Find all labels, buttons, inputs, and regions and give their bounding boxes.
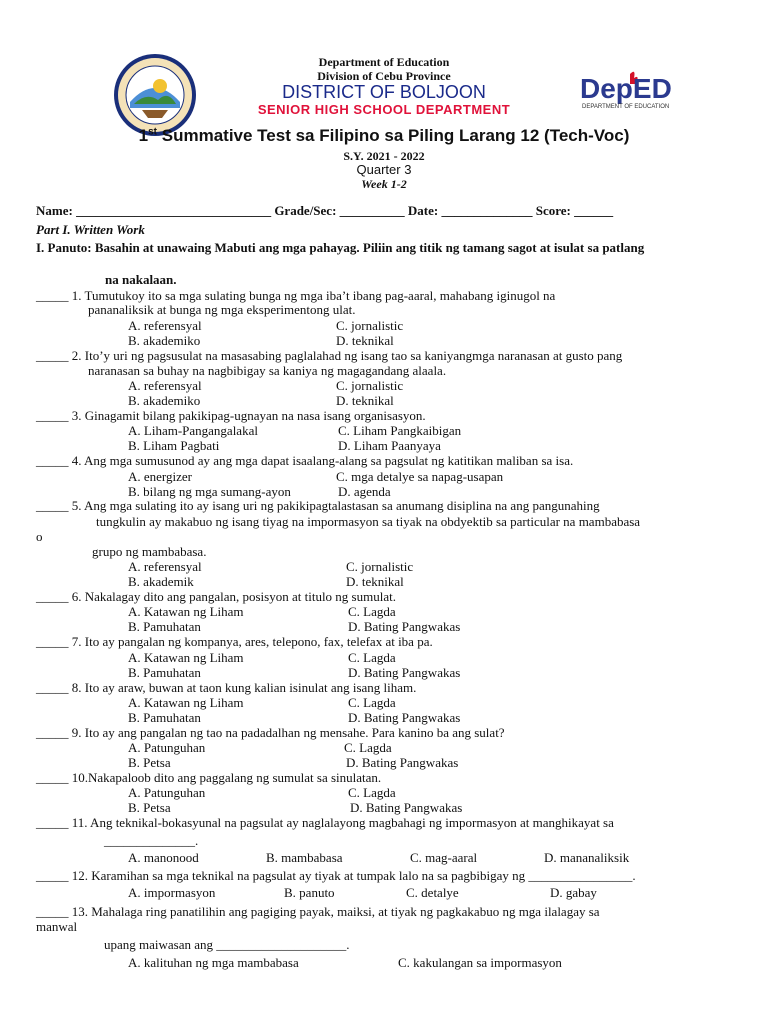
option-10d: D. Bating Pangwakas [350,800,463,815]
question-11-blank: ______________. [104,833,199,848]
week: Week 1-2 [361,177,407,191]
question-8: _____ 8. Ito ay araw, buwan at taon kung kalian isinulat ang isang liham. [36,680,417,695]
question-5: _____ 5. Ang mga sulating ito ay isang uri ng pakikipagtalastasan sa anumang disiplina na ang pangunahing [36,498,600,513]
option-6d: D. Bating Pangwakas [348,619,461,634]
question-13-blank: upang maiwasan ang ____________________. [104,937,350,952]
question-11: _____ 11. Ang teknikal-bokasyunal na pagsulat ay naglalayong magbahagi ng impormasyon at manghikayat sa [36,815,614,830]
question-3: _____ 3. Ginagamit bilang pakikipag-ugnayan na nasa isang organisasyon. [36,408,426,423]
option-8b: B. Pamuhatan [128,710,201,725]
question-4: _____ 4. Ang mga sumusunod ay ang mga dapat isaalang-alang sa pagsulat ng katitikan maliban sa isa. [36,453,574,468]
deped-logo-sub: DEPARTMENT OF EDUCATION [582,104,670,110]
option-9a: A. Patunguhan [128,740,206,755]
question-10: _____ 10.Nakapaloob dito ang paggalang ng sumulat sa sinulatan. [36,770,382,785]
instruction: I. Panuto: Basahin at unawaing Mabuti ang mga pahayag. Piliin ang titik ng tamang sagot at isulat sa patlang [36,240,645,255]
option-6a: A. Katawan ng Liham [128,604,244,619]
option-7b: B. Pamuhatan [128,665,201,680]
option-1c: C. jornalistic [336,318,404,333]
option-1b: B. akademiko [128,333,201,348]
district-line: DISTRICT OF BOLJOON [282,82,486,102]
deped-logo-text: DepED [580,73,672,104]
option-2c: C. jornalistic [336,378,404,393]
option-8a: A. Katawan ng Liham [128,695,244,710]
question-12: _____ 12. Karamihan sa mga teknikal na pagsulat ay tiyak at tumpak lalo na sa pagbibigay ng ________________. [36,868,636,883]
question-7: _____ 7. Ito ay pangalan ng kompanya, ares, telepono, fax, telefax at iba pa. [36,634,433,649]
option-1d: D. teknikal [336,333,394,348]
option-3b: B. Liham Pagbati [128,438,220,453]
option-3a: A. Liham-Pangangalakal [128,423,258,438]
option-10c: C. Lagda [348,785,396,800]
question-13-wrap: manwal [36,919,78,934]
part-label: Part I. Written Work [36,222,145,237]
option-3d: D. Liham Paanyaya [338,438,441,453]
option-7d: D. Bating Pangwakas [348,665,461,680]
option-12c: C. detalye [406,885,459,900]
option-8c: C. Lagda [348,695,396,710]
option-11d: D. mananaliksik [544,850,630,865]
option-12d: D. gabay [550,885,597,900]
school-year: S.Y. 2021 - 2022 [343,149,425,163]
option-6c: C. Lagda [348,604,396,619]
option-9b: B. Petsa [128,755,171,770]
department-line: Department of Education [318,55,450,69]
option-10a: A. Patunguhan [128,785,206,800]
option-4c: C. mga detalye sa napag-usapan [336,469,504,484]
option-11b: B. mambabasa [266,850,343,865]
test-title: 1st Summative Test sa Filipino sa Piling Larang 12 (Tech-Voc) [138,126,630,145]
quarter: Quarter 3 [356,162,412,177]
option-13c: C. kakulangan sa impormasyon [398,955,562,970]
option-2a: A. referensyal [128,378,202,393]
option-4d: D. agenda [338,484,391,499]
option-9d: D. Bating Pangwakas [346,755,459,770]
option-13a: A. kalituhan ng mga mambabasa [128,955,299,970]
option-4b: B. bilang ng mga sumang-ayon [128,484,291,499]
question-5-wrap: o [36,529,43,544]
option-2b: B. akademiko [128,393,201,408]
option-1a: A. referensyal [128,318,202,333]
option-7a: A. Katawan ng Liham [128,650,244,665]
option-11c: C. mag-aaral [410,850,478,865]
option-2d: D. teknikal [336,393,394,408]
option-8d: D. Bating Pangwakas [348,710,461,725]
student-info-fields: Name: ______________________________ Grade/Sec: __________ Date: ______________ Score: ______ [36,203,614,218]
option-5d: D. teknikal [346,574,404,589]
question-2: _____ 2. Ito’y uri ng pagsusulat na masasabing paglalahad ng isang tao sa kaniyangmga naranasan at gusto pang [36,348,623,363]
option-12b: B. panuto [284,885,335,900]
option-5b: B. akademik [128,574,194,589]
option-7c: C. Lagda [348,650,396,665]
option-10b: B. Petsa [128,800,171,815]
option-5c: C. jornalistic [346,559,414,574]
option-6b: B. Pamuhatan [128,619,201,634]
school-dept-line: SENIOR HIGH SCHOOL DEPARTMENT [257,102,511,117]
question-13: _____ 13. Mahalaga ring panatilihin ang pagiging payak, maiksi, at tiyak ng pagkakabuo ng mga ilalagay sa [36,904,600,919]
question-5-end: grupo ng mambabasa. [92,544,207,559]
question-1-cont: pananaliksik at bunga ng mga eksperimentong ulat. [88,302,356,317]
question-2-cont: naranasan sa buhay na nagbibigay sa kaniya ng magagandang alaala. [88,363,447,378]
option-9c: C. Lagda [344,740,392,755]
instruction-cont: na nakalaan. [105,272,177,287]
division-line: Division of Cebu Province [317,69,451,83]
option-11a: A. manonood [128,850,199,865]
question-5-cont: tungkulin ay makabuo ng isang tiyag na impormasyon sa tiyak na obdyektib sa particular na mambabasa [96,514,641,529]
question-9: _____ 9. Ito ay ang pangalan ng tao na padadalhan ng mensahe. Para kanino ba ang sulat? [36,725,505,740]
question-1: _____ 1. Tumutukoy ito sa mga sulating bunga ng mga iba’t ibang pag-aaral, mahabang iginugol na [36,288,556,303]
option-12a: A. impormasyon [128,885,216,900]
option-3c: C. Liham Pangkaibigan [338,423,462,438]
option-5a: A. referensyal [128,559,202,574]
question-6: _____ 6. Nakalagay dito ang pangalan, posisyon at titulo ng sumulat. [36,589,396,604]
option-4a: A. energizer [128,469,193,484]
